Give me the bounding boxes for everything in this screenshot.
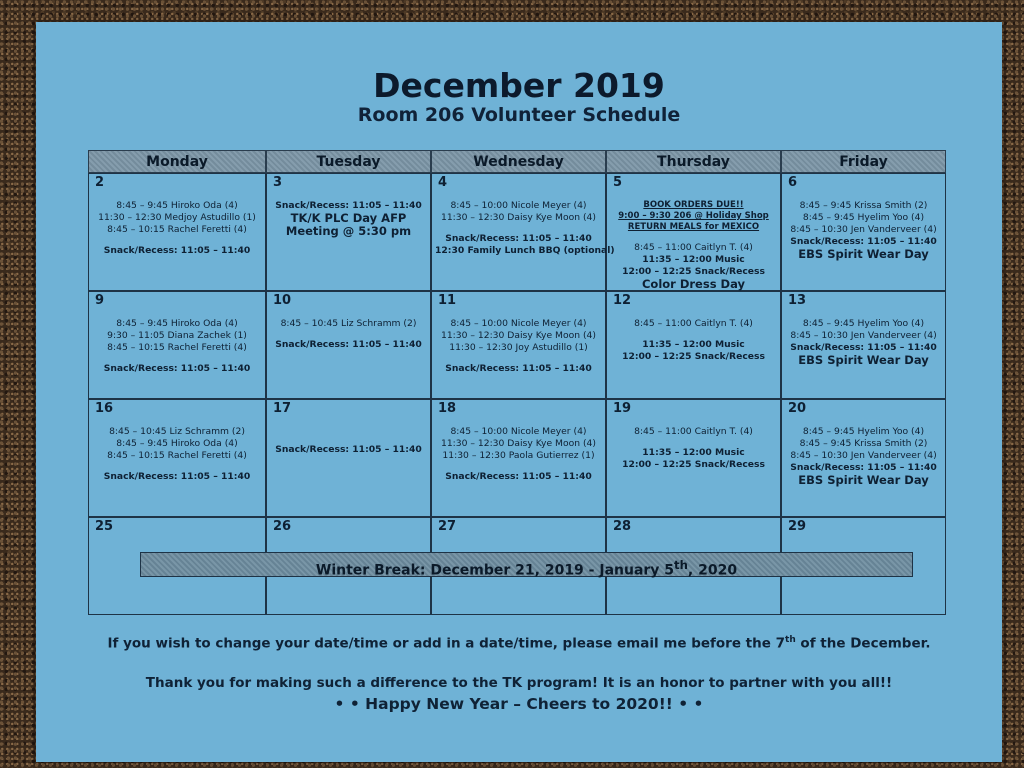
day-cell bbox=[88, 173, 266, 291]
thanks-note: Thank you for making such a difference to the TK program! It is an honor to partner with you all!! bbox=[145, 675, 893, 691]
day-header-wednesday: Wednesday bbox=[431, 150, 606, 173]
day-number: 9 bbox=[95, 293, 105, 308]
day-cell bbox=[606, 291, 781, 399]
closing-note: • • Happy New Year – Cheers to 2020!! • • bbox=[334, 695, 704, 713]
day-entries bbox=[92, 318, 262, 375]
page-subtitle: Room 206 Volunteer Schedule bbox=[357, 104, 681, 126]
day-header-tuesday: Tuesday bbox=[266, 150, 431, 173]
day-number: 11 bbox=[438, 293, 457, 308]
schedule-line: 11:30 – 12:30 Paola Gutierrez (1) bbox=[442, 450, 595, 461]
schedule-line: 9:00 – 9:30 206 @ Holiday Shop bbox=[618, 211, 769, 221]
day-cell bbox=[266, 291, 431, 399]
day-entries bbox=[270, 318, 427, 351]
schedule-line: 8:45 – 9:45 Hiroko Oda (4) bbox=[116, 200, 238, 211]
line-spacer bbox=[92, 236, 262, 245]
schedule-line: 8:45 – 9:45 Hyelim Yoo (4) bbox=[802, 318, 925, 329]
line-spacer bbox=[610, 233, 777, 242]
day-header-thursday: Thursday bbox=[606, 150, 781, 173]
day-entries bbox=[435, 318, 602, 375]
winter-break-text: Winter Break: December 21, 2019 - January 5 bbox=[315, 562, 675, 579]
day-cell bbox=[266, 173, 431, 291]
line-spacer bbox=[270, 330, 427, 339]
day-number: 13 bbox=[788, 293, 807, 308]
day-number: 16 bbox=[95, 401, 114, 416]
schedule-line: 11:30 – 12:30 Daisy Kye Moon (4) bbox=[440, 330, 596, 341]
schedule-line: Snack/Recess: 11:05 – 11:40 bbox=[103, 363, 251, 374]
day-cell bbox=[88, 291, 266, 399]
schedule-line: Snack/Recess: 11:05 – 11:40 bbox=[275, 339, 422, 350]
schedule-line: Snack/Recess: 11:05 – 11:40 bbox=[275, 200, 422, 211]
line-spacer bbox=[435, 462, 602, 471]
schedule-line: RETURN MEALS for MEXICO bbox=[627, 222, 760, 232]
schedule-line: 8:45 – 9:45 Hiroko Oda (4) bbox=[116, 438, 238, 449]
day-cell bbox=[431, 291, 606, 399]
schedule-line: 11:35 – 12:00 Music bbox=[642, 254, 745, 265]
schedule-line: 9:30 – 11:05 Diana Zachek (1) bbox=[107, 330, 247, 341]
change-note-text: If you wish to change your date/time or add in a date/time, please email me before the 7 bbox=[107, 635, 786, 652]
line-spacer bbox=[270, 426, 427, 435]
schedule-line: 11:30 – 12:30 Joy Astudillo (1) bbox=[449, 342, 588, 353]
schedule-line: 12:00 – 12:25 Snack/Recess bbox=[622, 459, 765, 470]
day-cell bbox=[431, 399, 606, 517]
day-number: 26 bbox=[273, 519, 292, 534]
schedule-line: 11:30 – 12:30 Daisy Kye Moon (4) bbox=[440, 438, 596, 449]
schedule-line: EBS Spirit Wear Day bbox=[798, 247, 929, 261]
schedule-line: Snack/Recess: 11:05 – 11:40 bbox=[790, 236, 937, 247]
day-number: 29 bbox=[788, 519, 807, 534]
schedule-line: 8:45 – 10:30 Jen Vanderveer (4) bbox=[790, 224, 937, 235]
day-number: 6 bbox=[788, 175, 798, 190]
schedule-line: 8:45 – 10:00 Nicole Meyer (4) bbox=[450, 200, 587, 211]
schedule-line: 11:35 – 12:00 Music bbox=[642, 339, 745, 350]
day-number: 5 bbox=[613, 175, 623, 190]
day-number: 3 bbox=[273, 175, 283, 190]
schedule-paper bbox=[36, 22, 1002, 762]
day-number: 17 bbox=[273, 401, 292, 416]
schedule-line: Meeting @ 5:30 pm bbox=[285, 224, 412, 238]
change-note bbox=[36, 635, 1002, 652]
day-entries bbox=[435, 200, 615, 257]
schedule-line: 8:45 – 10:15 Rachel Feretti (4) bbox=[107, 224, 247, 235]
schedule-line: 8:45 – 10:30 Jen Vanderveer (4) bbox=[790, 330, 937, 341]
change-note-end: of the December. bbox=[795, 635, 931, 652]
day-cell bbox=[781, 291, 946, 399]
day-cell bbox=[781, 399, 946, 517]
schedule-line: 8:45 – 11:00 Caitlyn T. (4) bbox=[634, 318, 753, 329]
winter-break-sup: th bbox=[674, 558, 688, 572]
day-entries bbox=[785, 200, 942, 261]
day-number: 19 bbox=[613, 401, 632, 416]
schedule-line: 8:45 – 10:00 Nicole Meyer (4) bbox=[450, 318, 587, 329]
schedule-line: TK/K PLC Day AFP bbox=[290, 211, 407, 225]
schedule-line: Snack/Recess: 11:05 – 11:40 bbox=[790, 342, 937, 353]
day-cell bbox=[606, 173, 781, 291]
schedule-line: 12:30 Family Lunch BBQ (optional) bbox=[435, 245, 615, 256]
schedule-line: 8:45 – 9:45 Hyelim Yoo (4) bbox=[802, 426, 925, 437]
schedule-line: EBS Spirit Wear Day bbox=[798, 353, 929, 367]
day-header-monday: Monday bbox=[88, 150, 266, 173]
schedule-line: 8:45 – 10:15 Rachel Feretti (4) bbox=[107, 450, 247, 461]
day-entries bbox=[92, 426, 262, 483]
change-note-sup: th bbox=[785, 635, 796, 645]
line-spacer bbox=[610, 438, 777, 447]
day-number: 25 bbox=[95, 519, 114, 534]
schedule-line: 12:00 – 12:25 Snack/Recess bbox=[622, 266, 765, 277]
schedule-line: 8:45 – 10:30 Jen Vanderveer (4) bbox=[790, 450, 937, 461]
schedule-line: 8:45 – 10:45 Liz Schramm (2) bbox=[109, 426, 245, 437]
schedule-line: Snack/Recess: 11:05 – 11:40 bbox=[790, 462, 937, 473]
day-number: 10 bbox=[273, 293, 292, 308]
schedule-line: 8:45 – 10:45 Liz Schramm (2) bbox=[280, 318, 417, 329]
schedule-line: 8:45 – 9:45 Hyelim Yoo (4) bbox=[802, 212, 925, 223]
day-entries bbox=[270, 200, 427, 238]
line-spacer bbox=[610, 330, 777, 339]
winter-break-year: , 2020 bbox=[687, 562, 738, 579]
day-cell bbox=[88, 399, 266, 517]
schedule-line: Snack/Recess: 11:05 – 11:40 bbox=[445, 363, 592, 374]
day-number: 20 bbox=[788, 401, 807, 416]
line-spacer bbox=[435, 224, 602, 233]
day-cell bbox=[781, 173, 946, 291]
page-title: December 2019 bbox=[373, 66, 665, 105]
day-number: 12 bbox=[613, 293, 632, 308]
schedule-line: 8:45 – 10:00 Nicole Meyer (4) bbox=[450, 426, 587, 437]
schedule-line: 8:45 – 9:45 Hiroko Oda (4) bbox=[116, 318, 238, 329]
schedule-line: 8:45 – 9:45 Krissa Smith (2) bbox=[799, 438, 928, 449]
line-spacer bbox=[92, 462, 262, 471]
winter-break-banner bbox=[140, 552, 913, 577]
day-number: 18 bbox=[438, 401, 457, 416]
day-entries bbox=[610, 318, 777, 363]
day-number: 4 bbox=[438, 175, 448, 190]
day-entries bbox=[785, 318, 942, 367]
day-header-friday: Friday bbox=[781, 150, 946, 173]
schedule-line: Snack/Recess: 11:05 – 11:40 bbox=[275, 444, 422, 455]
schedule-line: Snack/Recess: 11:05 – 11:40 bbox=[445, 471, 592, 482]
schedule-line: 8:45 – 9:45 Krissa Smith (2) bbox=[799, 200, 928, 211]
day-number: 27 bbox=[438, 519, 457, 534]
schedule-line: Snack/Recess: 11:05 – 11:40 bbox=[445, 233, 592, 244]
schedule-line: BOOK ORDERS DUE!! bbox=[643, 200, 744, 210]
line-spacer bbox=[270, 435, 427, 444]
day-entries bbox=[610, 200, 777, 291]
day-entries bbox=[435, 426, 602, 483]
schedule-line: Snack/Recess: 11:05 – 11:40 bbox=[103, 471, 251, 482]
schedule-line: 12:00 – 12:25 Snack/Recess bbox=[622, 351, 765, 362]
line-spacer bbox=[92, 354, 262, 363]
schedule-line: 11:30 – 12:30 Daisy Kye Moon (4) bbox=[440, 212, 596, 223]
day-cell bbox=[266, 399, 431, 517]
day-cell bbox=[606, 399, 781, 517]
day-number: 28 bbox=[613, 519, 632, 534]
day-entries bbox=[785, 426, 942, 487]
schedule-line: Color Dress Day bbox=[641, 277, 746, 291]
day-entries bbox=[92, 200, 262, 257]
line-spacer bbox=[435, 354, 602, 363]
day-entries bbox=[270, 426, 427, 456]
schedule-line: 11:30 – 12:30 Medjoy Astudillo (1) bbox=[98, 212, 256, 223]
schedule-line: 8:45 – 11:00 Caitlyn T. (4) bbox=[634, 242, 753, 253]
calendar-grid bbox=[88, 150, 946, 615]
day-cell bbox=[431, 173, 615, 291]
day-entries bbox=[610, 426, 777, 471]
day-number: 2 bbox=[95, 175, 105, 190]
schedule-line: Snack/Recess: 11:05 – 11:40 bbox=[103, 245, 251, 256]
schedule-line: 8:45 – 10:15 Rachel Feretti (4) bbox=[107, 342, 247, 353]
schedule-line: 8:45 – 11:00 Caitlyn T. (4) bbox=[634, 426, 753, 437]
schedule-line: 11:35 – 12:00 Music bbox=[642, 447, 745, 458]
schedule-line: EBS Spirit Wear Day bbox=[798, 473, 929, 487]
